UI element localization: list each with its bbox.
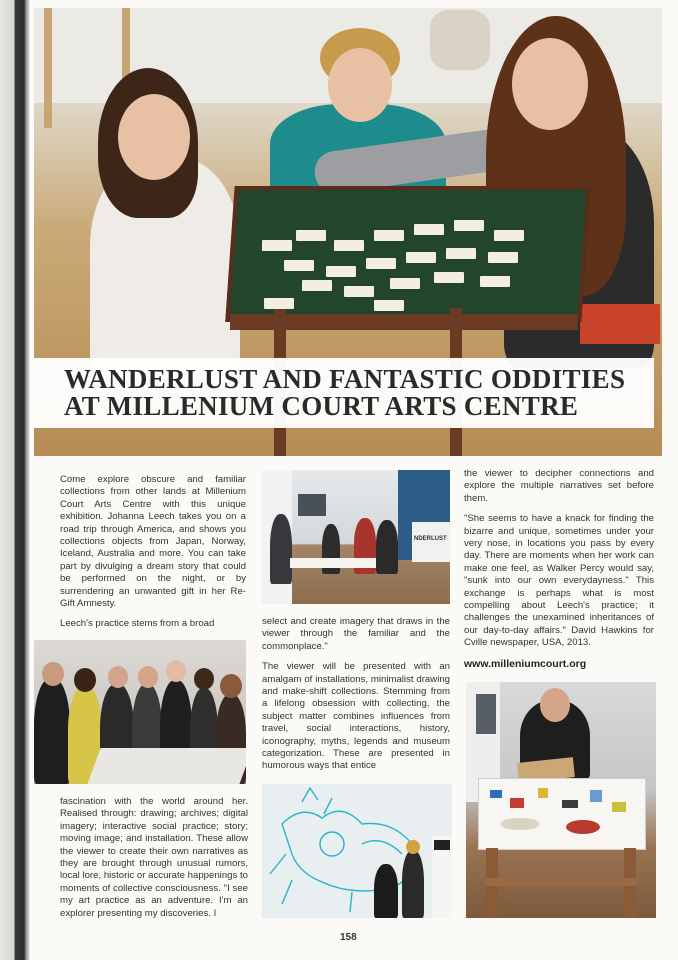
wall-artwork: [298, 494, 326, 516]
person-head: [74, 668, 96, 692]
person-head: [220, 674, 242, 698]
paragraph: the viewer to decipher connections and explore the multiple narratives set before them.: [464, 468, 654, 504]
artist-photo: [466, 682, 656, 918]
table-rail: [230, 314, 578, 330]
paragraph: Come explore obscure and familiar collections from other lands at Millenium Court Arts Centre with this unique exhibition. Johanna Leech takes you on a road trip through America, and shows you collections objects from Japan, Norway, Iceland, Australia and more. You can take part by divulging a dream story that could be performed on the night, or by surrendering an unwanted gift in her Re-Gift Amnesty.: [60, 474, 246, 610]
table-rail: [486, 878, 636, 886]
display-case: [87, 748, 246, 784]
person: [270, 514, 292, 584]
red-jacket: [580, 304, 660, 344]
column-1-bottom: [60, 796, 248, 928]
article-title: [64, 366, 644, 420]
gallery-photo: [262, 470, 450, 604]
display-item: [510, 798, 524, 808]
display-item: [612, 802, 626, 812]
sign-text: NDERLUST: [414, 536, 447, 542]
memory-card: [366, 258, 396, 269]
wall-artwork: [476, 694, 496, 734]
memory-card: [494, 230, 524, 241]
exhibition-sign: [412, 522, 450, 562]
paragraph: fascination with the world around her. Realised through: drawing; archives; digital imagery; interactive social practice; story; moving image; and installation. These allow the viewer to create their own narratives as they are brought through unusual rumors, local lore, historic or accurate happenings to moments of collective consciousness. "I see my art practice as an adventure. I'm an explorer presenting my discoveries. I: [60, 796, 248, 919]
memory-card: [480, 276, 510, 287]
memory-card: [334, 240, 364, 251]
display-item: [562, 800, 578, 808]
title-line-2: AT MILLENIUM COURT ARTS CENTRE: [64, 391, 579, 421]
person-head: [406, 840, 420, 854]
paragraph: select and create imagery that draws in the viewer through the familiar and the commonplace.": [262, 616, 450, 652]
face-middle: [328, 48, 392, 122]
memory-card: [454, 220, 484, 231]
person-head: [108, 666, 128, 688]
memory-card: [446, 248, 476, 259]
artist-head: [540, 688, 570, 722]
memory-card: [296, 230, 326, 241]
title-line-1: WANDERLUST AND FANTASTIC ODDITIES: [64, 364, 626, 394]
person-head: [42, 662, 64, 686]
paragraph: The viewer will be presented with an amalgam of installations, minimalist drawing and make-shift collections. Stemming from a lifelong obsession with collecting, the subject matter combines influences from travel, social interactions, history, iconography, myths, legends and museum categorization. These are presented in humorous ways that entice: [262, 661, 450, 772]
face-right: [512, 38, 588, 130]
person-head: [166, 660, 186, 682]
page-number: 158: [340, 932, 357, 943]
display-item: [566, 820, 600, 834]
book-spine: [0, 0, 30, 960]
memory-card: [406, 252, 436, 263]
column-1-top: [60, 474, 246, 639]
memory-card: [326, 266, 356, 277]
person-head: [194, 668, 214, 690]
display-item: [490, 790, 502, 798]
memory-card: [390, 278, 420, 289]
person-head: [138, 666, 158, 688]
face-left: [118, 94, 190, 180]
website-link[interactable]: www.milleniumcourt.org: [464, 657, 587, 670]
memory-card: [264, 298, 294, 309]
memory-card: [284, 260, 314, 271]
memory-card: [374, 300, 404, 311]
memory-card: [434, 272, 464, 283]
column-3: [464, 468, 654, 678]
mural-photo: [262, 784, 452, 918]
vitrine: [478, 778, 646, 850]
background-object: [430, 10, 490, 70]
memory-card: [374, 230, 404, 241]
memory-card: [414, 224, 444, 235]
display-table: [290, 558, 376, 568]
memory-card: [302, 280, 332, 291]
display-item: [590, 790, 602, 802]
group-photo: [34, 640, 246, 784]
person: [402, 850, 424, 918]
memory-card: [488, 252, 518, 263]
person: [374, 864, 398, 918]
person: [376, 520, 398, 574]
display-item: [538, 788, 548, 798]
memory-card: [344, 286, 374, 297]
memory-card: [262, 240, 292, 251]
paragraph: "She seems to have a knack for finding the bizarre and unique, sometimes under your very nose, in locations you pass by every day. There are moments when her work can make one feel, as Walker Percy would say, "sunk into our own everydayness." This exchange is perhaps what is most compelling about Leech's practice; it challenges the unexamined inheritances of our day-to-day affairs." David Hawkins for Cville newspaper, USA, 2013.: [464, 513, 654, 649]
screen: [434, 840, 450, 850]
column-2: [262, 616, 450, 781]
person: [34, 678, 70, 784]
paragraph: Leech's practice stems from a broad: [60, 618, 215, 630]
display-item: [500, 818, 540, 830]
